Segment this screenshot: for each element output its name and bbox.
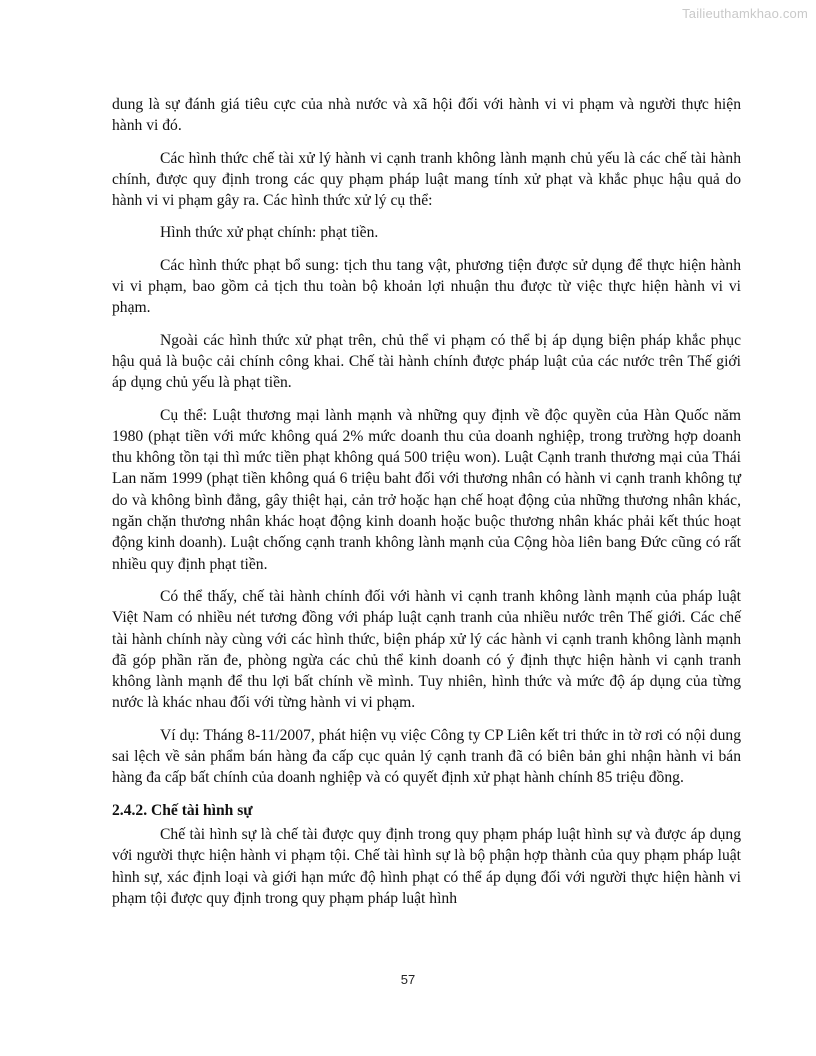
paragraph-2: Các hình thức chế tài xử lý hành vi cạnh tranh không lành mạnh chủ yếu là các chế tài hành chính, được quy định trong các quy phạm pháp luật mang tính xử phạt và khắc phục hậu quả do hành vi vi phạm gây ra. Các hình thức xử lý cụ thể:: [112, 149, 741, 210]
paragraph-1: dung là sự đánh giá tiêu cực của nhà nước và xã hội đối với hành vi vi phạm và người thực hiện hành vi đó.: [112, 96, 741, 135]
section-heading: 2.4.2. Chế tài hình sự: [112, 801, 253, 819]
paragraph-7: Có thể thấy, chế tài hành chính đối với hành vi cạnh tranh không lành mạnh của pháp luật Việt Nam có nhiều nét tương đồng với pháp luật cạnh tranh của nhiều nước trên Thế giới. Các chế tài hành chính này cùng với các hình thức, biện pháp xử lý các hành vi cạnh tranh không lành mạnh đã góp phần răn đe, phòng ngừa các chủ thể kinh doanh có ý định thực hiện hành vi cạnh tranh không lành mạnh để thu lợi bất chính về mình. Tuy nhiên, hình thức và mức độ áp dụng của từng nước là khác nhau đối với từng hành vi vi phạm.: [112, 587, 741, 712]
paragraph-3: Hình thức xử phạt chính: phạt tiền.: [160, 224, 379, 242]
page-number: 57: [400, 972, 416, 987]
paragraph-8: Ví dụ: Tháng 8-11/2007, phát hiện vụ việc Công ty CP Liên kết tri thức in tờ rơi có nội dung sai lệch về sản phẩm bán hàng đa cấp cục quản lý cạnh tranh đã có biên bản ghi nhận hành vi bán hàng đa cấp bất chính của doanh nghiệp và có quyết định xử phạt hành chính 85 triệu đồng.: [112, 726, 741, 787]
paragraph-final: Chế tài hình sự là chế tài được quy định trong quy phạm pháp luật hình sự và được áp dụng với người thực hiện hành vi phạm tội. Chế tài hình sự là bộ phận hợp thành của quy phạm pháp luật hình sự, xác định loại và giới hạn mức độ hình phạt có thể áp dụng đối với người thực hiện hành vi phạm tội được quy định trong quy phạm pháp luật hình: [112, 825, 741, 907]
paragraph-6: Cụ thể: Luật thương mại lành mạnh và những quy định về độc quyền của Hàn Quốc năm 1980 (phạt tiền với mức không quá 2% mức doanh thu của doanh nghiệp, trong trường hợp doanh thu không tồn tại thì mức tiền phạt không quá 500 triệu won). Luật Cạnh tranh thương mại của Thái Lan năm 1999 (phạt tiền không quá 6 triệu baht đối với thương nhân có hành vi cạnh tranh không tự do và không bình đẳng, gây thiệt hại, cản trở hoặc hạn chế hoạt động của những thương nhân khác, ngăn chặn thương nhân khác hoạt động kinh doanh hoặc buộc thương nhân khác phải kết thúc hoạt động kinh doanh). Luật chống cạnh tranh không lành mạnh của Cộng hòa liên bang Đức cũng có rất nhiều quy định phạt tiền.: [112, 406, 741, 573]
watermark-text: Tailieuthamkhao.com: [682, 6, 808, 21]
paragraph-5: Ngoài các hình thức xử phạt trên, chủ thể vi phạm có thể bị áp dụng biện pháp khắc phục hậu quả là buộc cải chính công khai. Chế tài hành chính được pháp luật của các nước trên Thế giới áp dụng chủ yếu là phạt tiền.: [112, 331, 741, 392]
paragraph-4: Các hình thức phạt bổ sung: tịch thu tang vật, phương tiện được sử dụng để thực hiện hành vi vi phạm, bao gồm cả tịch thu toàn bộ khoản lợi nhuận thu được từ việc thực hiện hành vi vi phạm.: [112, 256, 741, 317]
document-body: [112, 94, 741, 909]
